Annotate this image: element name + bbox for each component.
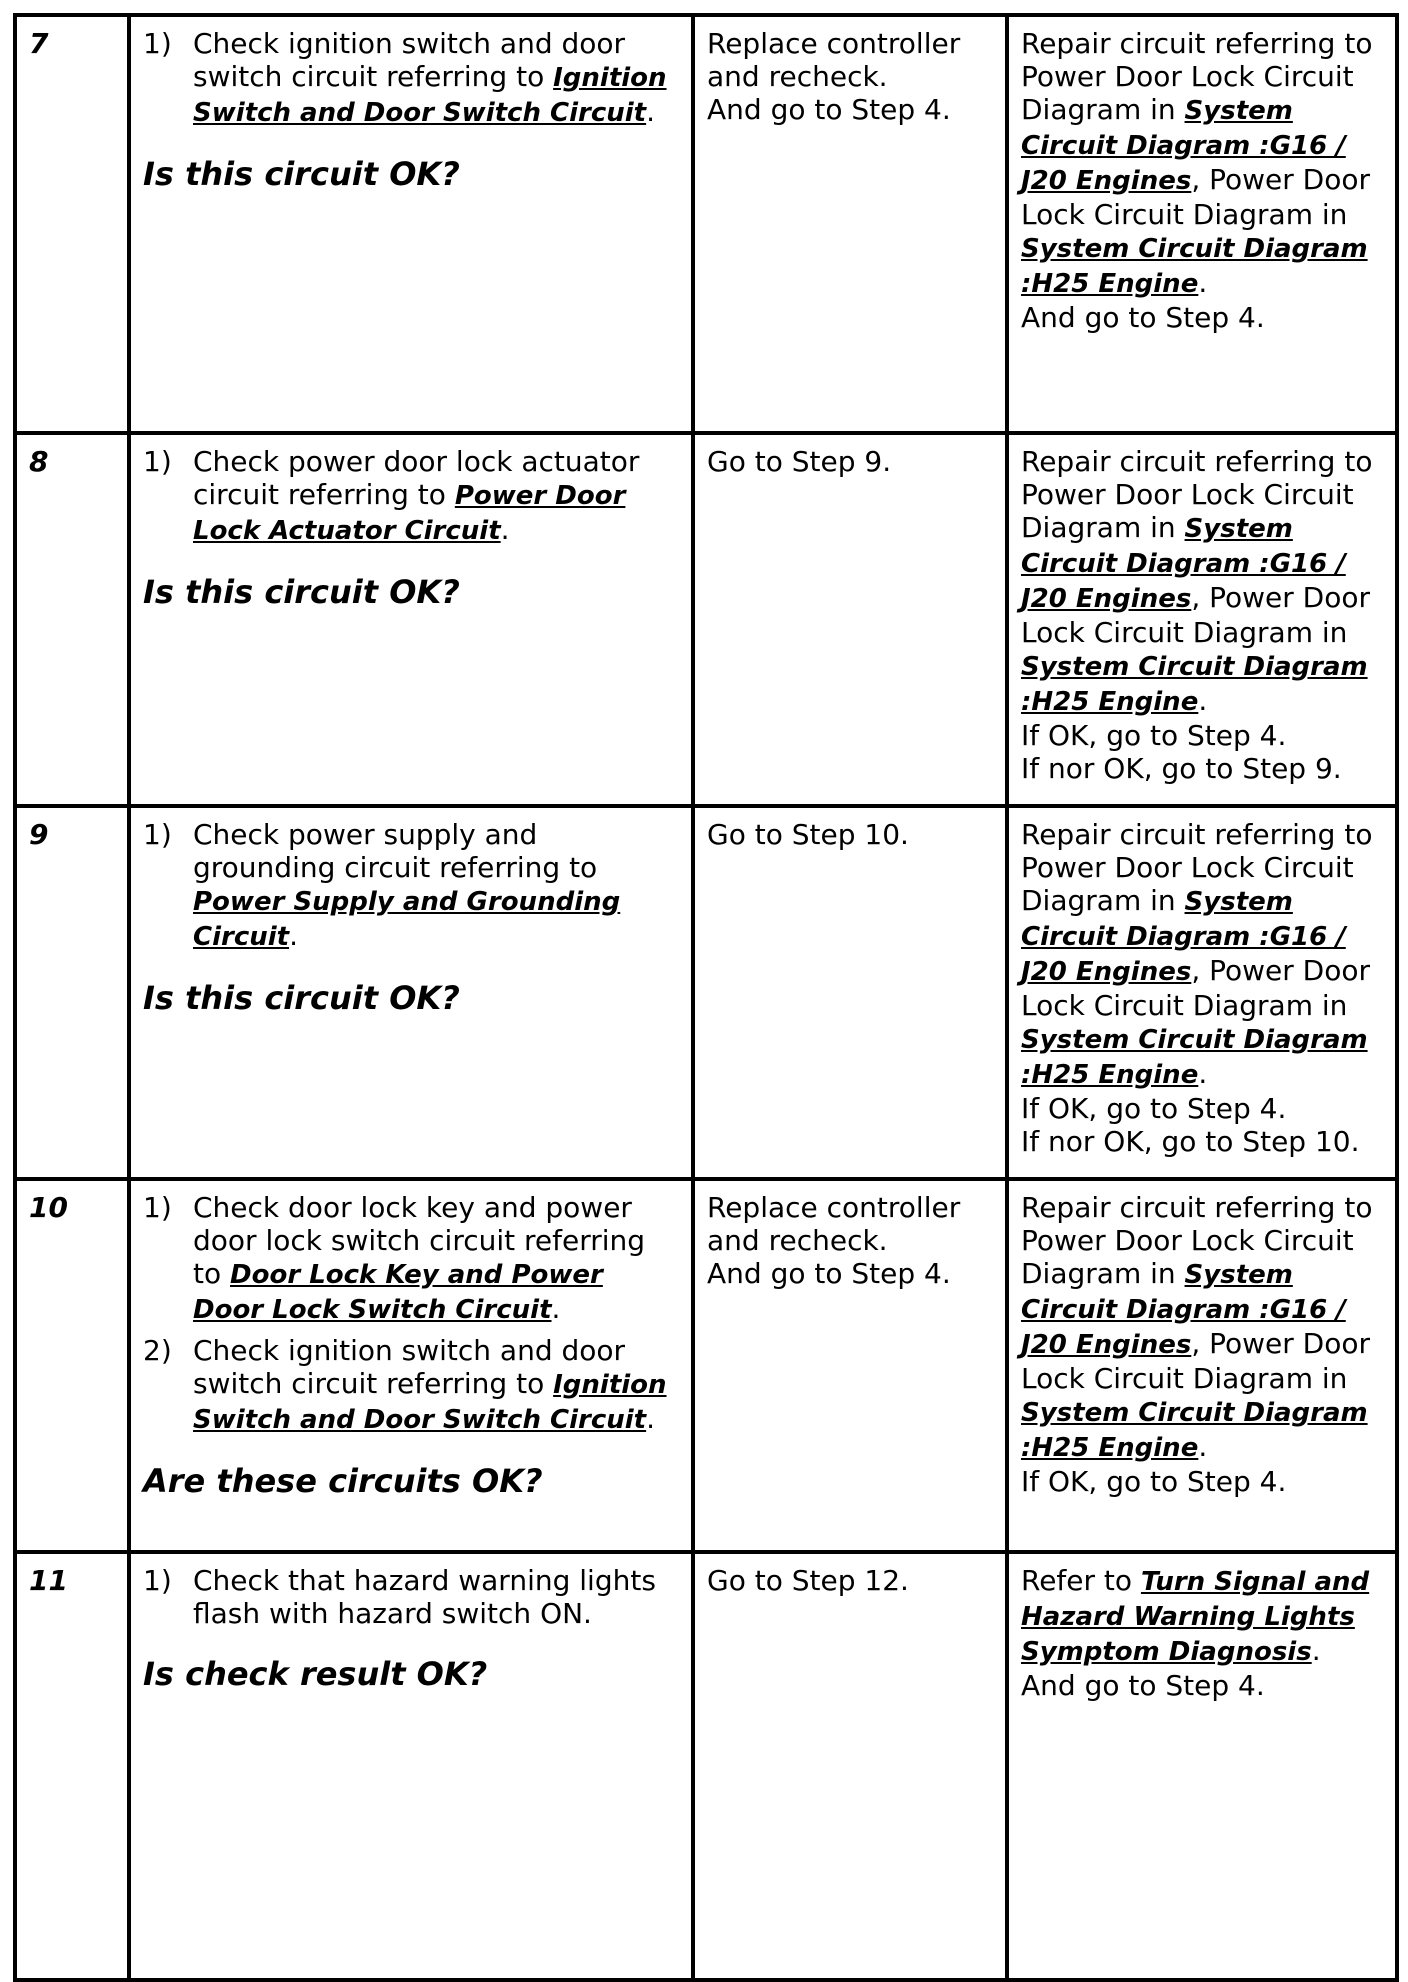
step-number: 7: [15, 15, 129, 433]
action-cell: [129, 15, 693, 433]
action-item: [143, 1564, 679, 1630]
no-result-line: If OK, go to Step 4.: [1021, 1465, 1287, 1498]
action-item-text: [193, 1191, 679, 1327]
no-instruction: [1021, 818, 1383, 1092]
action-text-end: .: [646, 95, 656, 128]
action-cell: [129, 1179, 693, 1552]
action-item: [143, 27, 679, 130]
yes-text-line: and recheck.: [707, 60, 888, 93]
action-text-end: .: [289, 919, 298, 952]
no-text: , Power Door Lock Circuit Diagram in: [1021, 581, 1371, 649]
reference-link[interactable]: System Circuit Diagram :H25 Engine: [1021, 1025, 1368, 1090]
action-text: Check ignition switch and door switch circuit referring to: [193, 27, 626, 93]
action-cell: [129, 433, 693, 806]
no-text: Refer to: [1021, 1564, 1141, 1597]
action-text: Check ignition switch and door switch circuit referring to: [193, 1334, 626, 1400]
reference-link[interactable]: System Circuit Diagram :G16 / J20 Engines: [1021, 1260, 1346, 1360]
no-instruction: [1021, 1564, 1383, 1669]
action-item: [143, 1334, 679, 1437]
no-cell: [1007, 1552, 1397, 1980]
no-result-line: If OK, go to Step 4.: [1021, 719, 1287, 752]
no-result-line: And go to Step 4.: [1021, 301, 1265, 334]
action-text: Check door lock key and power door lock switch circuit referring to: [193, 1191, 646, 1290]
action-item-number: 1): [143, 1191, 172, 1224]
yes-text-line: Go to Step 9.: [707, 445, 892, 478]
reference-link[interactable]: Ignition Switch and Door Switch Circuit: [193, 1370, 667, 1435]
no-text: Repair circuit referring to Power Door Lock Circuit Diagram in: [1021, 27, 1373, 126]
no-cell: [1007, 433, 1397, 806]
step-question: Is this circuit OK?: [143, 155, 460, 193]
yes-text-line: Go to Step 12.: [707, 1564, 909, 1597]
step-number: 8: [15, 433, 129, 806]
no-text: .: [1198, 1430, 1208, 1463]
no-instruction: [1021, 1191, 1383, 1465]
step-question: Is this circuit OK?: [143, 573, 460, 611]
action-text: Check power supply and grounding circuit referring to: [193, 818, 598, 884]
reference-link[interactable]: Ignition Switch and Door Switch Circuit: [193, 63, 667, 128]
action-item-number: 1): [143, 27, 172, 60]
action-item: [143, 818, 679, 954]
action-item-text: [193, 1334, 679, 1437]
yes-cell: [693, 15, 1007, 433]
yes-cell: [693, 433, 1007, 806]
step-row: [15, 433, 1397, 806]
action-text-end: .: [646, 1402, 656, 1435]
no-instruction: [1021, 27, 1383, 301]
step-number: 11: [15, 1552, 129, 1980]
no-result-line: If nor OK, go to Step 10.: [1021, 1125, 1360, 1158]
diagnosis-table-body: [15, 15, 1397, 1980]
action-item-number: 2): [143, 1334, 172, 1367]
no-text: , Power Door Lock Circuit Diagram in: [1021, 954, 1371, 1022]
step-number: 9: [15, 806, 129, 1179]
yes-text-line: Go to Step 10.: [707, 818, 909, 851]
diagnosis-table: [13, 13, 1399, 1982]
action-item-number: 1): [143, 1564, 172, 1597]
action-text-end: .: [500, 513, 510, 546]
no-text: Repair circuit referring to Power Door Lock Circuit Diagram in: [1021, 818, 1373, 917]
no-text: .: [1198, 266, 1208, 299]
no-text: .: [1198, 684, 1208, 717]
yes-text-line: Replace controller: [707, 1191, 961, 1224]
yes-text-line: And go to Step 4.: [707, 1257, 951, 1290]
step-row: [15, 1179, 1397, 1552]
no-text: .: [1311, 1634, 1321, 1667]
yes-cell: [693, 1552, 1007, 1980]
action-item-number: 1): [143, 818, 172, 851]
action-item-number: 1): [143, 445, 172, 478]
action-item-text: [193, 1564, 679, 1630]
no-text: .: [1198, 1057, 1208, 1090]
no-text: , Power Door Lock Circuit Diagram in: [1021, 163, 1371, 231]
action-text-end: .: [551, 1292, 561, 1325]
no-instruction: [1021, 445, 1383, 719]
no-text: , Power Door Lock Circuit Diagram in: [1021, 1327, 1371, 1395]
yes-text-line: and recheck.: [707, 1224, 888, 1257]
yes-text-line: And go to Step 4.: [707, 93, 951, 126]
yes-cell: [693, 1179, 1007, 1552]
step-row: [15, 1552, 1397, 1980]
reference-link[interactable]: System Circuit Diagram :G16 / J20 Engines: [1021, 96, 1346, 196]
action-item: [143, 1191, 679, 1327]
no-text: Repair circuit referring to Power Door Lock Circuit Diagram in: [1021, 1191, 1373, 1290]
no-result-line: If nor OK, go to Step 9.: [1021, 752, 1342, 785]
yes-text-line: Replace controller: [707, 27, 961, 60]
reference-link[interactable]: Door Lock Key and Power Door Lock Switch Circuit: [193, 1260, 603, 1325]
action-item: [143, 445, 679, 548]
action-text: Check that hazard warning lights flash with hazard switch ON.: [193, 1564, 656, 1630]
no-cell: [1007, 1179, 1397, 1552]
reference-link[interactable]: System Circuit Diagram :G16 / J20 Engines: [1021, 887, 1346, 987]
action-item-text: [193, 27, 679, 130]
no-cell: [1007, 806, 1397, 1179]
reference-link[interactable]: Power Door Lock Actuator Circuit: [193, 481, 626, 546]
reference-link[interactable]: System Circuit Diagram :H25 Engine: [1021, 234, 1368, 299]
action-item-text: [193, 445, 679, 548]
no-cell: [1007, 15, 1397, 433]
action-cell: [129, 1552, 693, 1980]
step-row: [15, 806, 1397, 1179]
step-question: Is check result OK?: [143, 1655, 488, 1693]
step-question: Are these circuits OK?: [143, 1462, 543, 1500]
reference-link[interactable]: System Circuit Diagram :H25 Engine: [1021, 1398, 1368, 1463]
reference-link[interactable]: System Circuit Diagram :H25 Engine: [1021, 652, 1368, 717]
action-text: Check power door lock actuator circuit referring to: [193, 445, 640, 511]
no-result-line: And go to Step 4.: [1021, 1669, 1265, 1702]
action-cell: [129, 806, 693, 1179]
reference-link[interactable]: Power Supply and Grounding Circuit: [193, 887, 621, 952]
yes-cell: [693, 806, 1007, 1179]
step-number: 10: [15, 1179, 129, 1552]
step-question: Is this circuit OK?: [143, 979, 460, 1017]
no-text: Repair circuit referring to Power Door Lock Circuit Diagram in: [1021, 445, 1373, 544]
no-result-line: If OK, go to Step 4.: [1021, 1092, 1287, 1125]
step-row: [15, 15, 1397, 433]
reference-link[interactable]: System Circuit Diagram :G16 / J20 Engines: [1021, 514, 1346, 614]
reference-link[interactable]: Turn Signal and Hazard Warning Lights Symptom Diagnosis: [1021, 1567, 1370, 1667]
action-item-text: [193, 818, 679, 954]
